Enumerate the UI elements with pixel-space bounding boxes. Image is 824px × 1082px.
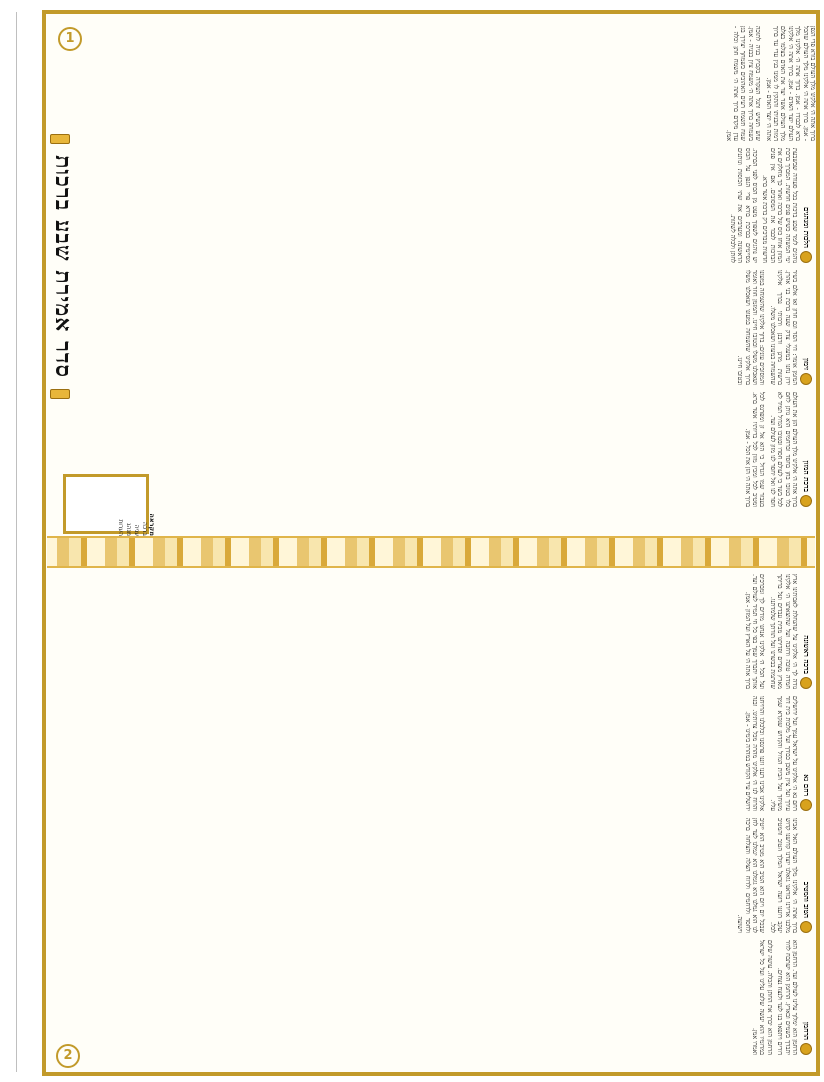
- gold-bullet-icon: [800, 251, 812, 263]
- top-page: [46, 18, 816, 518]
- margin-guide-line: [16, 12, 17, 1072]
- section-heading: [800, 696, 812, 811]
- body-paragraph: שוש תשיש ותגל העקרה בקבוץ בניה לתוכה בשמחה ברוך אתה ה׳ משמח ציון בבניה - אמן. שמח תשמח רעים האהובים כשמחך יצירך בגן עדן מקדם ברוך אתה ה׳ משמח חתן וכלה - אמן.: [724, 26, 762, 141]
- page-title: סדר אמירת שבע ברכות: [50, 155, 76, 378]
- gold-bullet-icon: [800, 495, 812, 507]
- body-paragraph: הרחמן הוא יברך את החתן והכלה. עושה שלום במרומיו הוא יעשה שלום עלינו ועל כל ישראל ואמרו אמן.: [750, 940, 773, 1055]
- body-paragraph: בעבור שמו הגדול כי הוא אל זן ומפרנס לכל ומטיב לכל ומכין מזון לכל בריותיו אשר ברא. ברוך אתה ה׳ הזן את הכל - אמן.: [743, 392, 766, 507]
- text-column: [56, 26, 816, 141]
- candle-icon: [51, 134, 71, 144]
- section-heading: [800, 574, 812, 689]
- section-heading-text: ברכת המזון: [802, 460, 811, 492]
- body-paragraph: נוהגים לומר שבע ברכות בכל סעודה שבשבעת ימי המשתה כשיש פנים חדשות. המברך ברכת המזון אוחז כוס של ברכה ואחר כך מחלקים את הברכות לכבד את המסובים. אם אין פנים חדשות מברכים רק ברכת אשר ברא.: [761, 148, 798, 263]
- section-heading-text: הרחמן: [802, 1021, 811, 1040]
- section-heading: [800, 818, 812, 933]
- section-heading: [800, 270, 812, 385]
- text-column: [56, 574, 816, 689]
- legend-item: ברכה: [141, 522, 148, 536]
- section-heading: [800, 392, 812, 507]
- legend-box: [63, 474, 156, 536]
- body-paragraph: ברוך אתה ה׳ אלקינו מלך העולם בורא פרי הגפן - אמן. ברוך אתה ה׳ אלקינו מלך העולם שהכל ברא לכבודו - אמן. ברוך אתה ה׳ אלקינו מלך העולם יוצר האדם - אמן. ברוך אתה ה׳ אלקינו מלך העולם אשר יצר את האדם בצלמו בצלם דמות תבניתו והתקין לו ממנו בנין עדי עד ברוך אתה ה׳ יוצר האדם - אמן.: [764, 26, 816, 141]
- body-paragraph: המזמן אומר: דוי הסר וגם חרון ואז אלם בשיר ירון נחנו במעגלי צדק שעה ברכת בני אהרן. ברשות מרנן ורבנן ורבותי נברך אלקינו שהשמחה במעונו ושאכלנו משלו.: [768, 270, 798, 385]
- bottom-page: [46, 566, 816, 1066]
- body-paragraph: והמסובים עונים: ברוך אלקינו שהשמחה במעונו ושאכלנו משלו ובטובו חיינו. והמזמן חוזר ואומר ברוך אלקינו שהשמחה במעונו ושאכלנו משלו ובטובו חיינו.: [736, 270, 766, 385]
- text-column: [56, 392, 816, 507]
- text-column: [56, 148, 816, 263]
- text-column: [56, 940, 816, 1055]
- section-heading: [800, 940, 812, 1055]
- page-number-1: 1: [58, 27, 82, 51]
- candle-icon: [51, 389, 71, 399]
- text-column: [56, 270, 816, 385]
- legend-item: עניה: [133, 524, 140, 536]
- text-column: [56, 818, 816, 933]
- ornamental-divider: [47, 536, 815, 568]
- section-heading-text: הלכות ומנהגים: [802, 206, 811, 248]
- body-paragraph: ברוך אתה ה׳ אלקינו מלך העולם האל אבינו מלכנו אדירנו בוראנו גואלנו יוצרנו קדושנו קדוש יעקב רוענו רועה ישראל המלך הטוב והמטיב לכל.: [768, 818, 798, 933]
- body-paragraph: ברוך אתה ה׳ אלקינו מלך העולם הזן את העולם כלו בטובו בחן בחסד וברחמים הוא נותן לחם לכל בשר כי לעולם חסדו ובטובו הגדול תמיד לא חסר לנו ואל יחסר לנו מזון לעולם ועד.: [768, 392, 798, 507]
- section-heading-text: ברכה ראשונה: [802, 635, 811, 674]
- body-paragraph: אלקינו אבינו רענו זוננו פרנסנו וכלכלנו והרויחנו והרוח לנו ה׳ אלקינו מהרה מכל צרותינו. ובנה ירושלים עיר הקודש במהרה בימינו - אמן.: [743, 696, 766, 811]
- gold-bullet-icon: [800, 799, 812, 811]
- gold-bullet-icon: [800, 373, 812, 385]
- body-paragraph: שבכל יום ויום הוא הטיב הוא מטיב הוא ייטיב לנו הוא גמלנו הוא גומלנו הוא יגמלנו לעד לחן ולחסד ולרחמים ולרוח הצלה והצלחה ברכה וישועה.: [736, 818, 766, 933]
- body-paragraph: נודה לך ה׳ אלקינו על שהנחלת לאבותינו ארץ חמדה טובה ורחבה ועל שהוצאתנו ה׳ אלקינו מארץ מצרים ופדיתנו מבית עבדים ועל בריתך שחתמת בבשרנו ועל תורתך שלמדתנו.: [768, 574, 798, 689]
- body-paragraph: הרחמן הוא ימלוך עלינו לעולם ועד. הרחמן הוא יתברך בשמים ובארץ. הרחמן הוא ישתבח לדור דורים ויתפאר בנו לעד ולנצח נצחים.: [776, 940, 798, 1055]
- body-paragraph: ועל הכל ה׳ אלקינו אנחנו מודים לך ומברכים אותך יתברך שמך בפי כל חי תמיד לעולם ועד. ברוך אתה ה׳ על הארץ ועל המזון - אמן.: [743, 574, 766, 689]
- gold-bullet-icon: [800, 921, 812, 933]
- text-column: [56, 696, 816, 811]
- gold-bullet-icon: [800, 677, 812, 689]
- section-heading-text: זימון: [802, 358, 811, 370]
- legend-title: מקראה: [148, 513, 156, 536]
- page-title-wrap: [50, 128, 76, 405]
- gold-bullet-icon: [800, 1043, 812, 1055]
- body-paragraph: רחם נא ה׳ אלקינו על ישראל עמך ועל ירושלים עירך ועל ציון משכן כבודך ועל מלכות בית דוד משיחך ועל הבית הגדול והקדוש שנקרא שמך עליו.: [768, 696, 798, 811]
- section-heading-text: רחם נא: [802, 774, 811, 796]
- section-heading: [800, 148, 812, 263]
- legend-item: הערות: [117, 519, 124, 536]
- body-paragraph: יש נוהגים לשפוך מעט מן הכוס לפני הברכה. מסיימים בברכת בורא פרי הגפן על הכוס הראשונה ומערבים את שתי הכוסות ונותנים לחתן ולכלה לשתות.: [728, 148, 758, 263]
- page-number-2: 2: [56, 1044, 80, 1068]
- legend-item: מנהג: [125, 523, 132, 536]
- section-heading-text: הטוב והמטיב: [802, 881, 811, 918]
